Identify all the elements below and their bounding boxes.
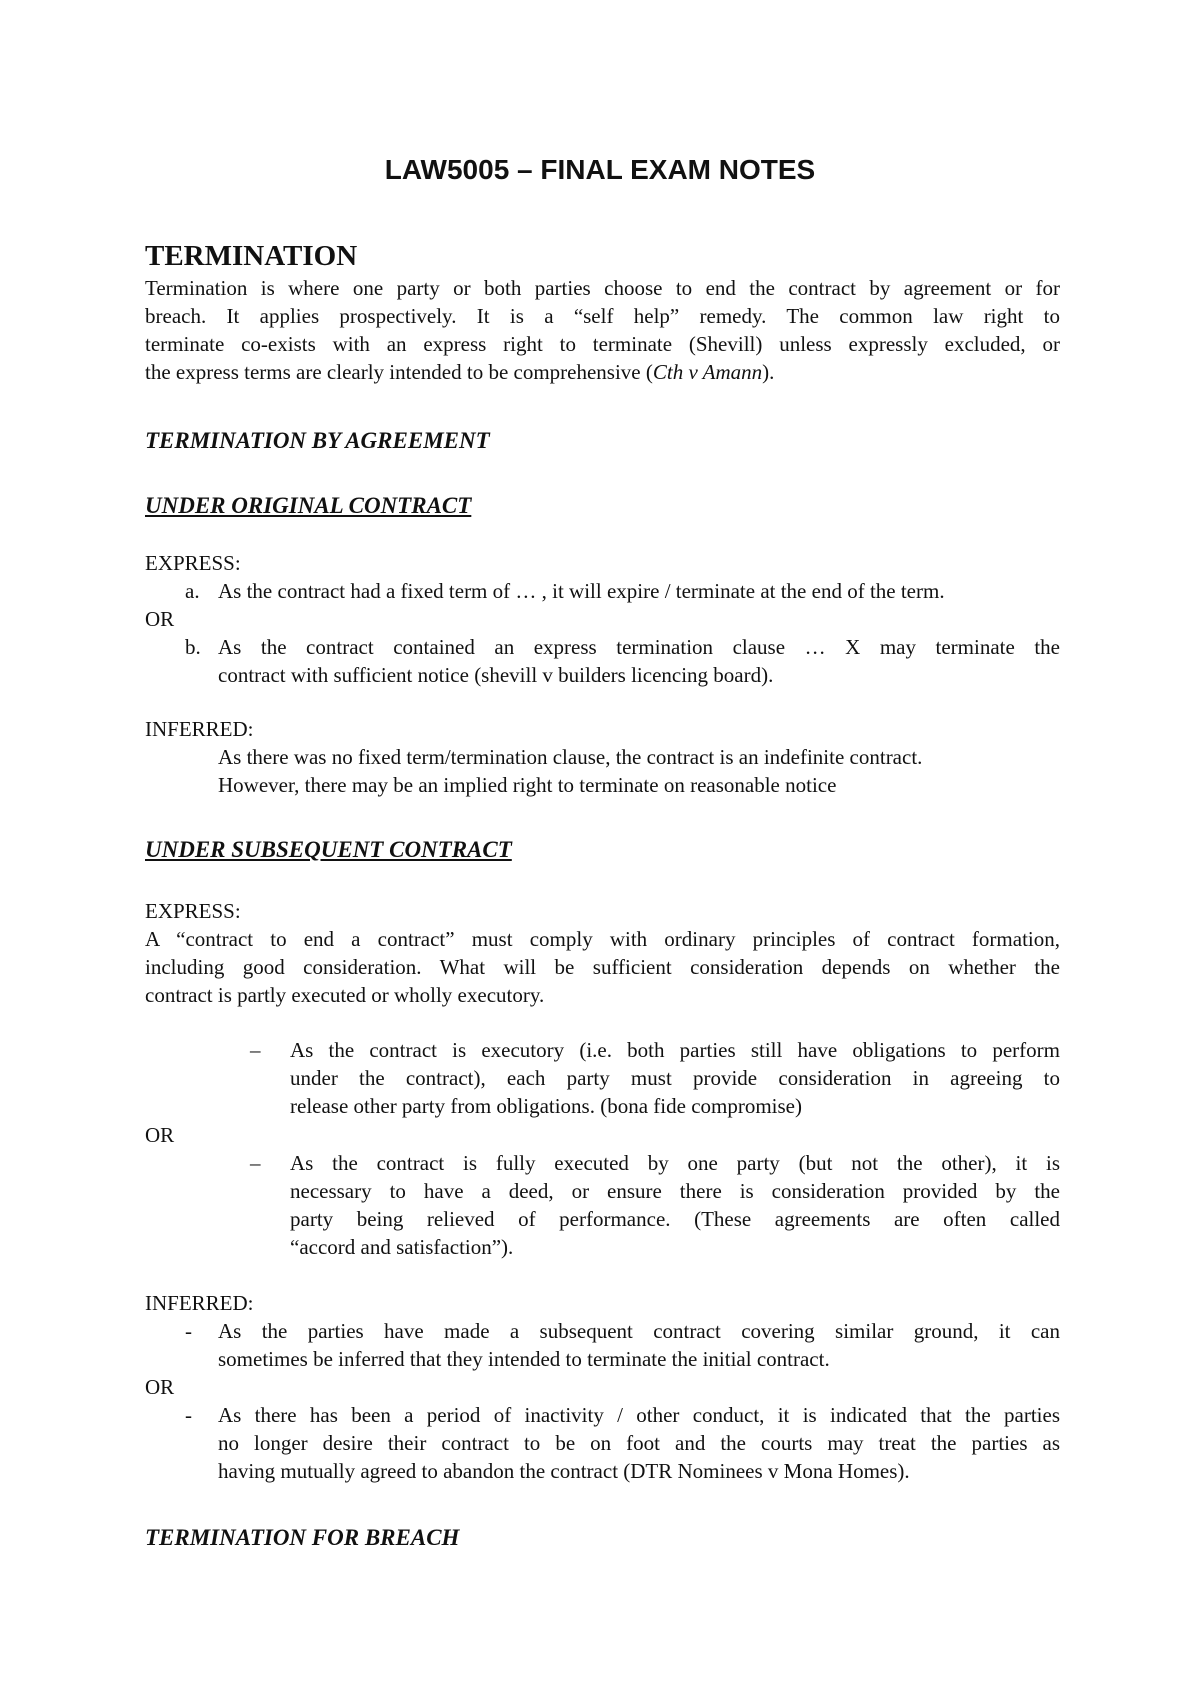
section-heading-breach: TERMINATION FOR BREACH bbox=[145, 1525, 460, 1550]
termination-paragraph bbox=[145, 274, 1060, 386]
subsection-heading-subsequent bbox=[145, 835, 1060, 865]
inferred-line: As there was no fixed term/termination clause, the contract is an indefinite contract. bbox=[218, 745, 923, 769]
dash-marker: – bbox=[250, 1038, 261, 1062]
text-fragment: ). bbox=[762, 360, 775, 384]
dash-item-text: “accord and satisfaction”). bbox=[290, 1235, 514, 1259]
hyphen-item-text: having mutually agreed to abandon the contract (DTR Nominees v Mona Homes). bbox=[218, 1459, 910, 1483]
express-label: EXPRESS: bbox=[145, 899, 241, 923]
list-item-text: As the contract contained an express termination clause … X may terminate the bbox=[218, 635, 1060, 659]
or-label: OR bbox=[145, 607, 175, 631]
dash-item-text: necessary to have a deed, or ensure there is consideration provided by the bbox=[290, 1179, 1060, 1203]
hyphen-marker: - bbox=[185, 1319, 192, 1343]
section-heading-termination: TERMINATION bbox=[145, 240, 358, 272]
hyphen-item-text: sometimes be inferred that they intended to terminate the initial contract. bbox=[218, 1347, 830, 1371]
list-item-text: As the contract had a fixed term of … , it will expire / terminate at the end of the term. bbox=[218, 579, 945, 603]
dash-item-text: under the contract), each party must provide consideration in agreeing to bbox=[290, 1066, 1060, 1090]
or-label: OR bbox=[145, 1375, 175, 1399]
express-paragraph bbox=[145, 925, 1060, 1009]
paragraph-line: terminate co-exists with an express right to terminate (Shevill) unless expressly excluded, or bbox=[145, 332, 1060, 356]
subsection-heading-original bbox=[145, 491, 1060, 521]
dash-item-text: release other party from obligations. (bona fide compromise) bbox=[290, 1094, 802, 1118]
or-label: OR bbox=[145, 1123, 175, 1147]
document-title: LAW5005 – FINAL EXAM NOTES bbox=[384, 154, 816, 185]
paragraph-line: including good consideration. What will be sufficient consideration depends on whether the bbox=[145, 955, 1060, 979]
inferred-label: INFERRED: bbox=[145, 1291, 254, 1315]
case-name: Cth v Amann bbox=[652, 360, 763, 384]
express-label: EXPRESS: bbox=[145, 551, 241, 575]
hyphen-item-text: As there has been a period of inactivity / other conduct, it is indicated that the parties bbox=[218, 1403, 1060, 1427]
hyphen-item-text: no longer desire their contract to be on foot and the courts may treat the parties as bbox=[218, 1431, 1060, 1455]
dash-marker: – bbox=[250, 1151, 261, 1175]
paragraph-line: contract is partly executed or wholly executory. bbox=[145, 983, 545, 1007]
list-item-text: contract with sufficient notice (shevill v builders licencing board). bbox=[218, 663, 774, 687]
section-heading-agreement: TERMINATION BY AGREEMENT bbox=[145, 428, 490, 453]
inferred-line: However, there may be an implied right to terminate on reasonable notice bbox=[218, 773, 837, 797]
dash-item-text: As the contract is executory (i.e. both parties still have obligations to perform bbox=[290, 1038, 1060, 1062]
subsection-heading-text: UNDER ORIGINAL CONTRACT bbox=[145, 493, 472, 518]
paragraph-line: breach. It applies prospectively. It is a “self help” remedy. The common law right to bbox=[145, 304, 1060, 328]
inferred-label: INFERRED: bbox=[145, 717, 254, 741]
list-marker: b. bbox=[185, 635, 201, 659]
dash-item-text: party being relieved of performance. (These agreements are often called bbox=[290, 1207, 1060, 1231]
text-fragment: the express terms are clearly intended to be comprehensive ( bbox=[145, 360, 653, 384]
list-marker: a. bbox=[185, 579, 200, 603]
hyphen-marker: - bbox=[185, 1403, 192, 1427]
paragraph-line-last bbox=[145, 358, 1060, 386]
dash-item-text: As the contract is fully executed by one party (but not the other), it is bbox=[290, 1151, 1060, 1175]
subsection-heading-text: UNDER SUBSEQUENT CONTRACT bbox=[145, 837, 512, 862]
hyphen-item-text: As the parties have made a subsequent contract covering similar ground, it can bbox=[218, 1319, 1060, 1343]
paragraph-line: Termination is where one party or both parties choose to end the contract by agreement or for bbox=[145, 276, 1060, 300]
paragraph-line: A “contract to end a contract” must comply with ordinary principles of contract formation, bbox=[145, 927, 1060, 951]
